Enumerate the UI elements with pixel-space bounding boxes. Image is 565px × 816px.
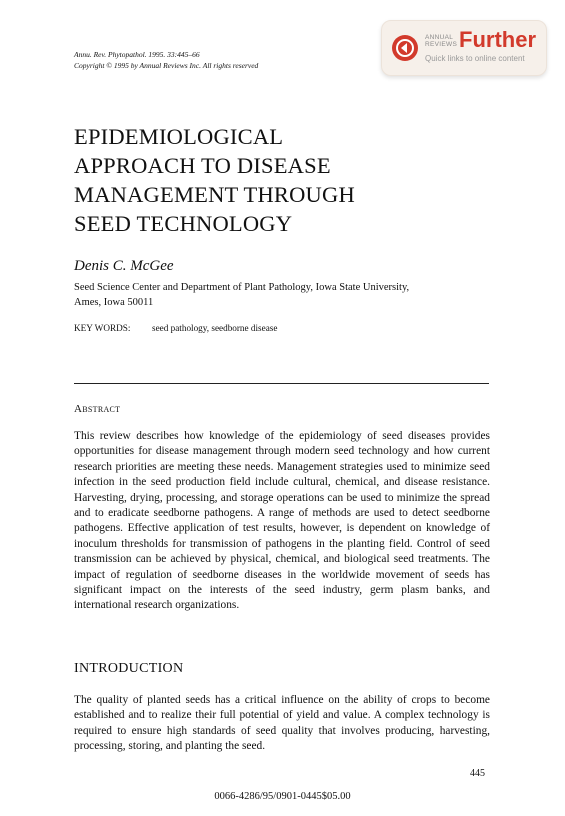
page-number: 445 [470, 768, 485, 779]
author-affiliation: Seed Science Center and Department of Plant Pathology, Iowa State University, Ames, Iowa 50011 [74, 282, 410, 308]
annual-reviews-further-badge[interactable] [381, 20, 547, 76]
section-divider [74, 383, 489, 384]
introduction-text: The quality of planted seeds has a critical influence on the ability of crops to become established and to realize their full potential of yield and value. A complex technology is required to ensure high standards of seed quality that involves producing, harvesting, processing, storing, and planting the seed. [74, 694, 490, 753]
copyright-line: Copyright © 1995 by Annual Reviews Inc. All rights reserved [74, 61, 259, 70]
keywords-label: KEY WORDS: [74, 323, 131, 333]
badge-tagline: Quick links to online content [425, 54, 525, 63]
brand-annual-reviews: ANNUAL REVIEWS [425, 34, 458, 48]
journal-line: Annu. Rev. Phytopathol. 1995. 33:445–66 [74, 50, 200, 59]
introduction-heading: INTRODUCTION [74, 661, 184, 676]
abstract-text: This review describes how knowledge of the epidemiology of seed diseases provides opportunities for disease management through modern seed technology and how current research priorities are meeting these needs. Management strategies used to minimize seed infection in the seed production field include cultural, chemical, and disease resistance. Harvesting, drying, processing, and storage operations can be used to minimize the spread and to eradicate seedborne pathogens. A range of methods are used to detect seedborne pathogens. Effective application of test results, however, is dependent on knowledge of inoculum thresholds for transmission of pathogens in the planting field. Control of seed transmission can be achieved by physical, chemical, and biological seed treatments. The impact of regulation of seedborne diseases in the worldwide movement of seeds has significant impact on the interests of the seed industry, germ plasm banks, and international research organizations. [74, 430, 490, 612]
abstract-heading: Abstract [74, 403, 121, 415]
back-arrow-icon [392, 35, 418, 61]
author-name: Denis C. McGee [74, 258, 174, 274]
document-code: 0066-4286/95/0901-0445$05.00 [214, 791, 351, 802]
keywords-values: seed pathology, seedborne disease [152, 323, 278, 333]
keywords [74, 323, 277, 333]
brand-further: Further [459, 27, 536, 52]
journal-citation [74, 49, 258, 71]
article-title: EPIDEMIOLOGICAL APPROACH TO DISEASE MANAGEMENT THROUGH SEED TECHNOLOGY [74, 124, 355, 236]
